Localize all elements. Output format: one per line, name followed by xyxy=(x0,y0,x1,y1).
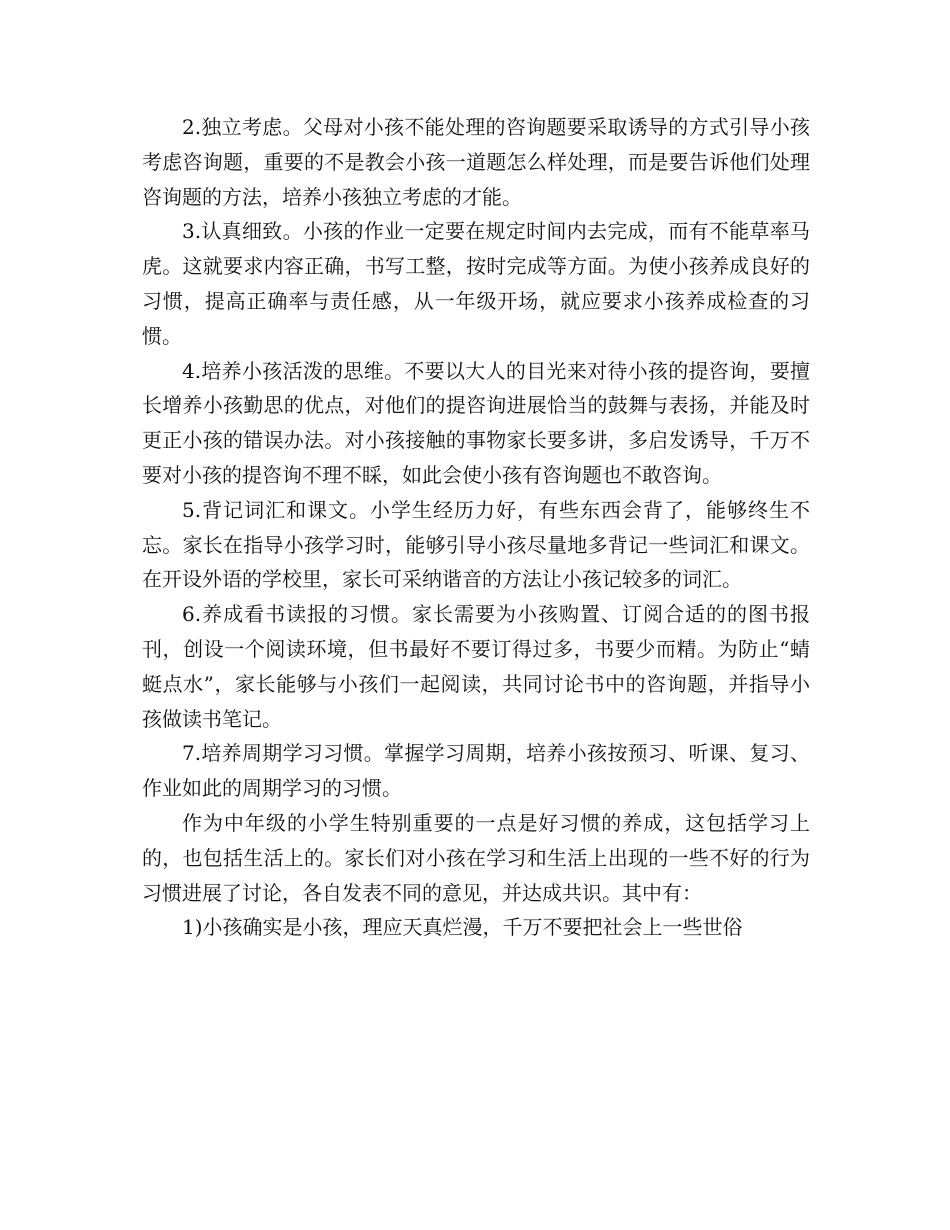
paragraph-reading-habit: 6.养成看书读报的习惯。家长需要为小孩购置、订阅合适的的图书报刊，创设一个阅读环境，但书最好不要订得过多，书要少而精。为防止“蜻蜓点水”，家长能够与小孩们一起阅读，共同讨论书中的咨询题，并指导小孩做读书笔记。 xyxy=(142,602,810,731)
paragraph-memorize-vocabulary: 5.背记词汇和课文。小学生经历力好，有些东西会背了，能够终生不忘。家长在指导小孩学习时，能够引导小孩尽量地多背记一些词汇和课文。在开设外语的学校里，家长可采纳谐音的方法让小孩记较多的词汇。 xyxy=(142,497,810,592)
paragraph-careful-detail: 3.认真细致。小孩的作业一定要在规定时间内去完成，而有不能草率马虎。这就要求内容正确，书写工整，按时完成等方面。为使小孩养成良好的习惯，提高正确率与责任感，从一年级开场，就应要求小孩养成检查的习惯。 xyxy=(142,219,810,348)
paragraph-good-habits: 作为中年级的小学生特别重要的一点是好习惯的养成，这包括学习上的，也包括生活上的。家长们对小孩在学习和生活上出现的一些不好的行为习惯进展了讨论，各自发表不同的意见，并达成共识。其中有： xyxy=(142,810,810,905)
document-page xyxy=(142,110,810,945)
paragraph-study-cycle: 7.培养周期学习习惯。掌握学习周期，培养小孩按预习、听课、复习、作业如此的周期学习的习惯。 xyxy=(142,741,810,801)
paragraph-active-thinking: 4.培养小孩活泼的思维。不要以大人的目光来对待小孩的提咨询，要擅长增养小孩勤思的优点，对他们的提咨询进展恰当的鼓舞与表扬，并能及时更正小孩的错误办法。对小孩接触的事物家长要多讲，多启发诱导，千万不要对小孩的提咨询不理不睬，如此会使小孩有咨询题也不敢咨询。 xyxy=(142,358,810,487)
paragraph-list-item-1: 1)小孩确实是小孩，理应天真烂漫，千万不要把社会上一些世俗 xyxy=(182,915,743,940)
paragraph-independent-thinking: 2.独立考虑。父母对小孩不能处理的咨询题要采取诱导的方式引导小孩考虑咨询题，重要的不是教会小孩一道题怎么样处理，而是要告诉他们处理咨询题的方法，培养小孩独立考虑的才能。 xyxy=(142,115,810,209)
